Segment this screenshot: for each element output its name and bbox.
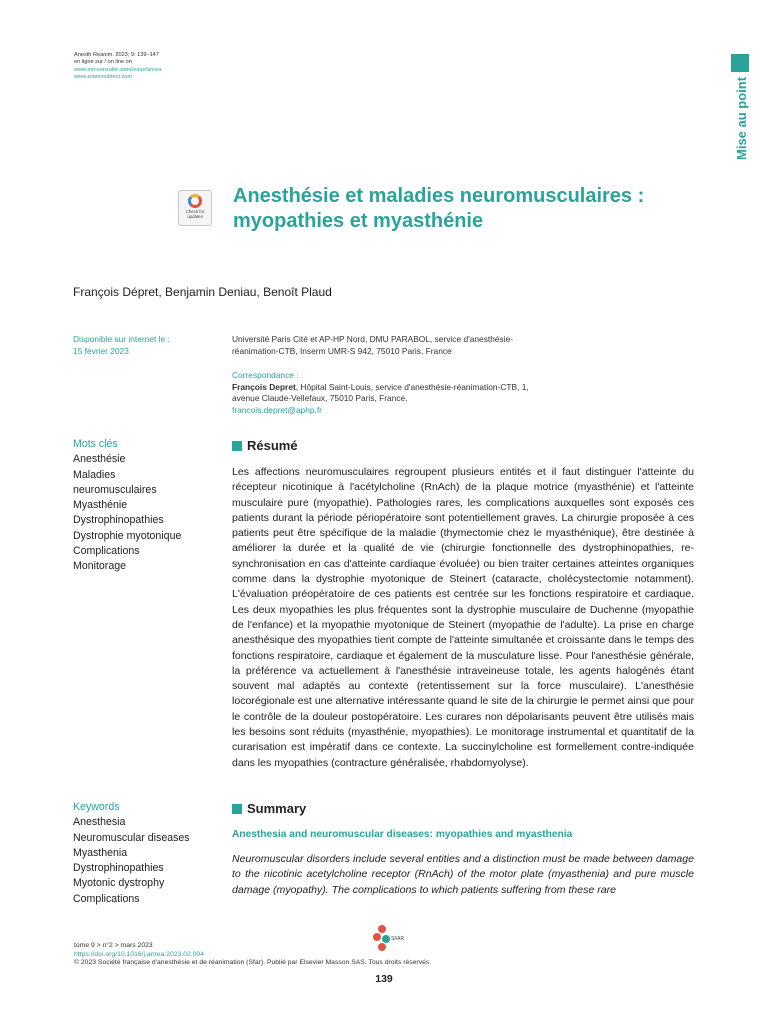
keywords-en [73, 800, 190, 907]
keyword-en: Neuromuscular diseases [73, 831, 190, 844]
correspondence-name: François Depret [232, 381, 296, 392]
section-tab-marker [731, 54, 749, 72]
keyword-fr: neuromusculaires [73, 483, 157, 496]
authors: François Dépret, Benjamin Deniau, Benoît Plaud [73, 285, 332, 299]
correspondence-line-1 [232, 382, 562, 394]
footer [74, 942, 431, 968]
keyword-en: Dystrophinopathies [73, 862, 164, 875]
keyword-fr: Anesthésie [73, 453, 126, 466]
availability-info [73, 334, 170, 357]
issue-info: tome 9 > n°2 > mars 2023 [74, 942, 153, 949]
keyword-en: Anesthesia [73, 816, 126, 829]
title-line-2: myopathies et myasthénie [233, 210, 484, 232]
resume-paragraph: Les affections neuromusculaires regroupent plusieurs entités et il faut distinguer l'atteinte du récepteur nicotinique à l'acétylcholine (RnAch) de la plaque motrice (myasthénie) et l'atteinte musculaire pure (myopathie). Pathologies rares, les complications auxquelles sont exposés ces patients durant la période périopératoire sont potentiellement graves. La chirurgie proposée à ces patients peut être spécifique de la maladie (thymectomie chez le myasthénique), être destinée à améliorer la durée et la qualité de vie (chirurgie fonctionnelle des dystrophinopathies, re-synchronisation en cas d'atteinte cardiaque évoluée) ou bien traiter certaines atteintes organiques comme dans la dystrophie myotonique de Steinert (cataracte, cholécystectomie notamment). L'évaluation préopératoire de ces patients est centrée sur les fonctions respiratoire et cardiaque. Les deux myopathies les plus fréquentes sont la dystrophie musculaire de Duchenne (myopathie de l'enfance) et la myopathie myotonique de Steinert (myopathie de l'adulte). La prise en charge anesthésique des myopathies tient compte de l'atteinte simultanée et croissante dans le temps des fonctions respiratoire, cardiaque et également de la musculature lisse. Pour l'anesthésie générale, la préférence va actuellement à l'anesthésie intraveineuse totale, les agents halogénés étant souvent mal adaptés au contexte (retentissement sur la force musculaire). L'anesthésie locorégionale est une alternative intéressante quand le site de la chirurgie le permet ainsi que pour le contrôle de la douleur postopératoire. Les curares non dépolarisants peuvent être utilisés mais les besoins sont réduits (myasthénie, myopathies). Le monitorage instrumental et quantitatif de la curarisation est impératif dans ce contexte. La succinylcholine est formellement contre-indiquée dans les myopathies (contracture généralisée, rhabdomyolyse). [232, 466, 694, 769]
section-marker-icon [232, 804, 242, 814]
availability-label: Disponible sur internet le : [73, 334, 170, 344]
correspondence [232, 370, 562, 416]
section-marker-icon [232, 441, 242, 451]
article-title [233, 184, 713, 234]
sfar-logo-text: SFAR [391, 936, 405, 942]
badge-text-1: Check for [185, 209, 205, 214]
availability-date: 15 février 2023 [73, 345, 129, 356]
summary-body [232, 852, 694, 898]
keywords-fr-title: Mots clés [73, 438, 118, 450]
summary-heading [232, 801, 306, 816]
journal-link-emconsulte[interactable]: www.em-consulte.com/revue/anrea [74, 66, 162, 73]
keyword-en: Myasthenia [73, 846, 128, 859]
summary-subtitle: Anesthesia and neuromuscular diseases: myopathies and myasthenia [232, 829, 573, 840]
correspondence-address-1: , Hôpital Saint-Louis, service d'anesthésie-réanimation-CTB, 1, [295, 381, 529, 392]
keyword-fr: Myasthénie [73, 499, 128, 512]
doi-link[interactable]: https://doi.org/10.1016/j.anrea.2023.02.004 [74, 950, 204, 958]
journal-meta [74, 52, 161, 82]
resume-heading [232, 438, 298, 453]
affiliation [232, 334, 532, 357]
affiliation-line-1: Université Paris Cité et AP-HP Nord, DMU PARABOL, service d'anesthésie- [232, 334, 514, 344]
check-for-updates-badge[interactable] [178, 190, 212, 226]
correspondence-address-2: avenue Claude-Vellefaux, 75010 Paris, France. [232, 393, 408, 403]
correspondence-heading: Correspondance : [232, 370, 299, 380]
keyword-fr: Dystrophinopathies [73, 514, 164, 527]
keyword-fr: Dystrophie myotonique [73, 529, 182, 542]
keywords-fr [73, 437, 181, 575]
keyword-fr: Maladies [73, 468, 116, 481]
resume-body [232, 465, 694, 771]
resume-heading-text: Résumé [247, 438, 298, 453]
affiliation-line-2: réanimation-CTB, Inserm UMR-S 942, 75010 Paris, France [232, 345, 452, 356]
page-number: 139 [375, 973, 393, 985]
keyword-en: Myotonic dystrophy [73, 877, 165, 890]
keyword-fr: Monitorage [73, 560, 126, 573]
online-label: en ligne sur / on line on [74, 59, 132, 66]
journal-reference: Anesth Reanim. 2023; 9: 139–147 [74, 52, 159, 58]
summary-paragraph: Neuromuscular disorders include several entities and a distinction must be made between damage to the nicotinic acetylcholine receptor (RnAch) of the motor plate (myasthenia) and pure muscle damage (myopathy). The complications to which patients suffering from these rare [232, 853, 694, 896]
copyright: © 2023 Société française d'anesthésie et de réanimation (Sfar). Publié par Elsevier Masson SAS. Tous droits réservés. [74, 959, 432, 966]
check-updates-icon [188, 194, 202, 208]
journal-link-sciencedirect[interactable]: www.sciencedirect.com [74, 74, 133, 81]
badge-text-2: updates [187, 214, 203, 219]
summary-heading-text: Summary [247, 801, 307, 816]
keyword-en: Complications [73, 892, 140, 905]
correspondence-email[interactable]: francois.depret@aphp.fr [232, 404, 322, 415]
title-line-1: Anesthésie et maladies neuromusculaires : [233, 185, 645, 207]
section-tab-label: Mise au point [734, 76, 749, 160]
keyword-fr: Complications [73, 545, 140, 558]
keywords-en-title: Keywords [73, 801, 120, 813]
